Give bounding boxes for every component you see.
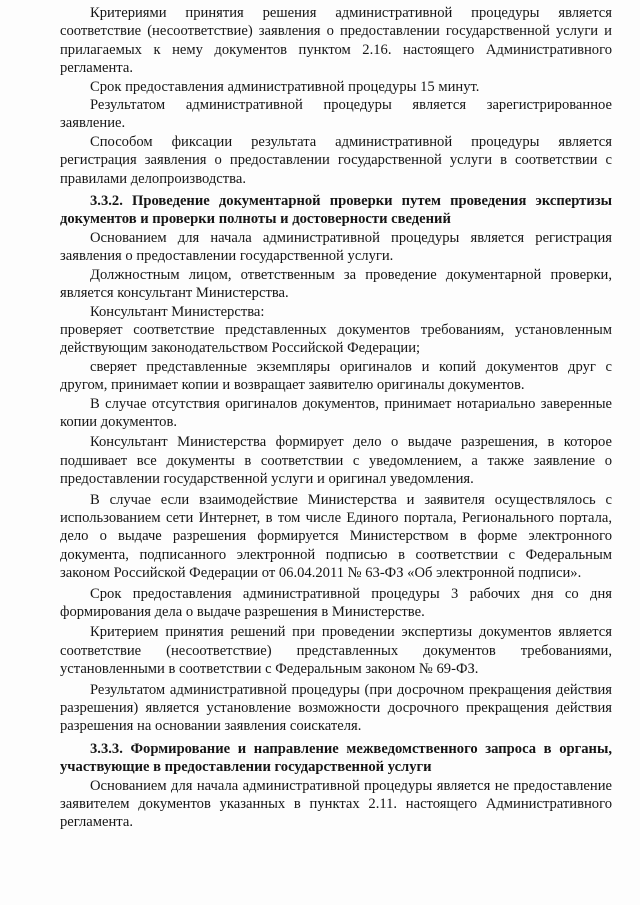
paragraph-forms-case: Консультант Министерства формирует дело о выдаче разрешения, в которое подшивает все документы в соответствии с уведомлением, а также заявление о предоставлении государственной услуги и оригинал уведомления. <box>60 434 612 488</box>
paragraph-term: Срок предоставления административной процедуры 3 рабочих дня со дня формирования дела о выдаче разрешения в Министерстве. <box>60 585 612 620</box>
paragraph-official: Должностным лицом, ответственным за проведение документарной проверки, является консультант Министерства. <box>60 266 612 302</box>
paragraph-result: Результатом административной процедуры является зарегистрированное заявление. <box>60 97 612 132</box>
paragraph-expertise-criteria: Критерием принятия решений при проведении экспертизы документов является соответствие (несоответствие) представленных документов требованиями, установленными в соответствии с Федеральным законом № 69-ФЗ. <box>60 624 612 678</box>
paragraph-basis: Основанием для начала административной процедуры является регистрация заявления о предоставлении государственной услуги. <box>60 229 612 265</box>
paragraph-request-basis: Основанием для начала административной процедуры является не предоставление заявителем документов указанных в пунктах 2.11. настоящего Административного регламента. <box>60 777 612 831</box>
paragraph-duration: Срок предоставления административной процедуры 15 минут. <box>90 78 480 95</box>
paragraph-compares: сверяет представленные экземпляры оригиналов и копий документов друг с другом, принимает копии и возвращает заявителю оригиналы документов. <box>60 358 612 394</box>
paragraph-fixation: Способом фиксации результата административной процедуры является регистрация заявления о предоставлении государственной услуги в соответствии с правилами делопроизводства. <box>60 133 612 187</box>
paragraph-early-termination: Результатом административной процедуры (при досрочном прекращения действия разрешения) является установление возможности досрочного прекращения действия разрешения на основании заявления соискателя. <box>60 681 612 735</box>
paragraph-checks: проверяет соответствие представленных документов требованиям, установленным действующим законодательством Российской Федерации; <box>60 321 612 357</box>
paragraph-internet: В случае если взаимодействие Министерства и заявителя осуществлялось с использованием сети Интернет, в том числе Единого портала, Регионального портала, дело о выдаче разрешения формируется Министерством в форме электронного документа, подписанного электронной подписью в соответствии с Федеральным законом Российской Федерации от 06.04.2011 № 63-ФЗ «Об электронной подписи». <box>60 491 612 582</box>
paragraph-consultant: Консультант Министерства: <box>90 303 265 320</box>
paragraph-criteria: Критериями принятия решения административной процедуры является соответствие (несоответствие) заявления о предоставлении государственной услуги и прилагаемых к нему документов пунктом 2.16. настоящего Административного регламента. <box>60 5 612 77</box>
paragraph-no-originals: В случае отсутствия оригиналов документов, принимает нотариально заверенные копии документов. <box>60 395 612 430</box>
section-heading-3-3-3: 3.3.3. Формирование и направление межведомственного запроса в органы, участвующие в предоставлении государственной услуги <box>60 740 612 776</box>
section-heading-3-3-2: 3.3.2. Проведение документарной проверки путем проведения экспертизы документов и проверки полноты и достоверности сведений <box>60 193 612 228</box>
